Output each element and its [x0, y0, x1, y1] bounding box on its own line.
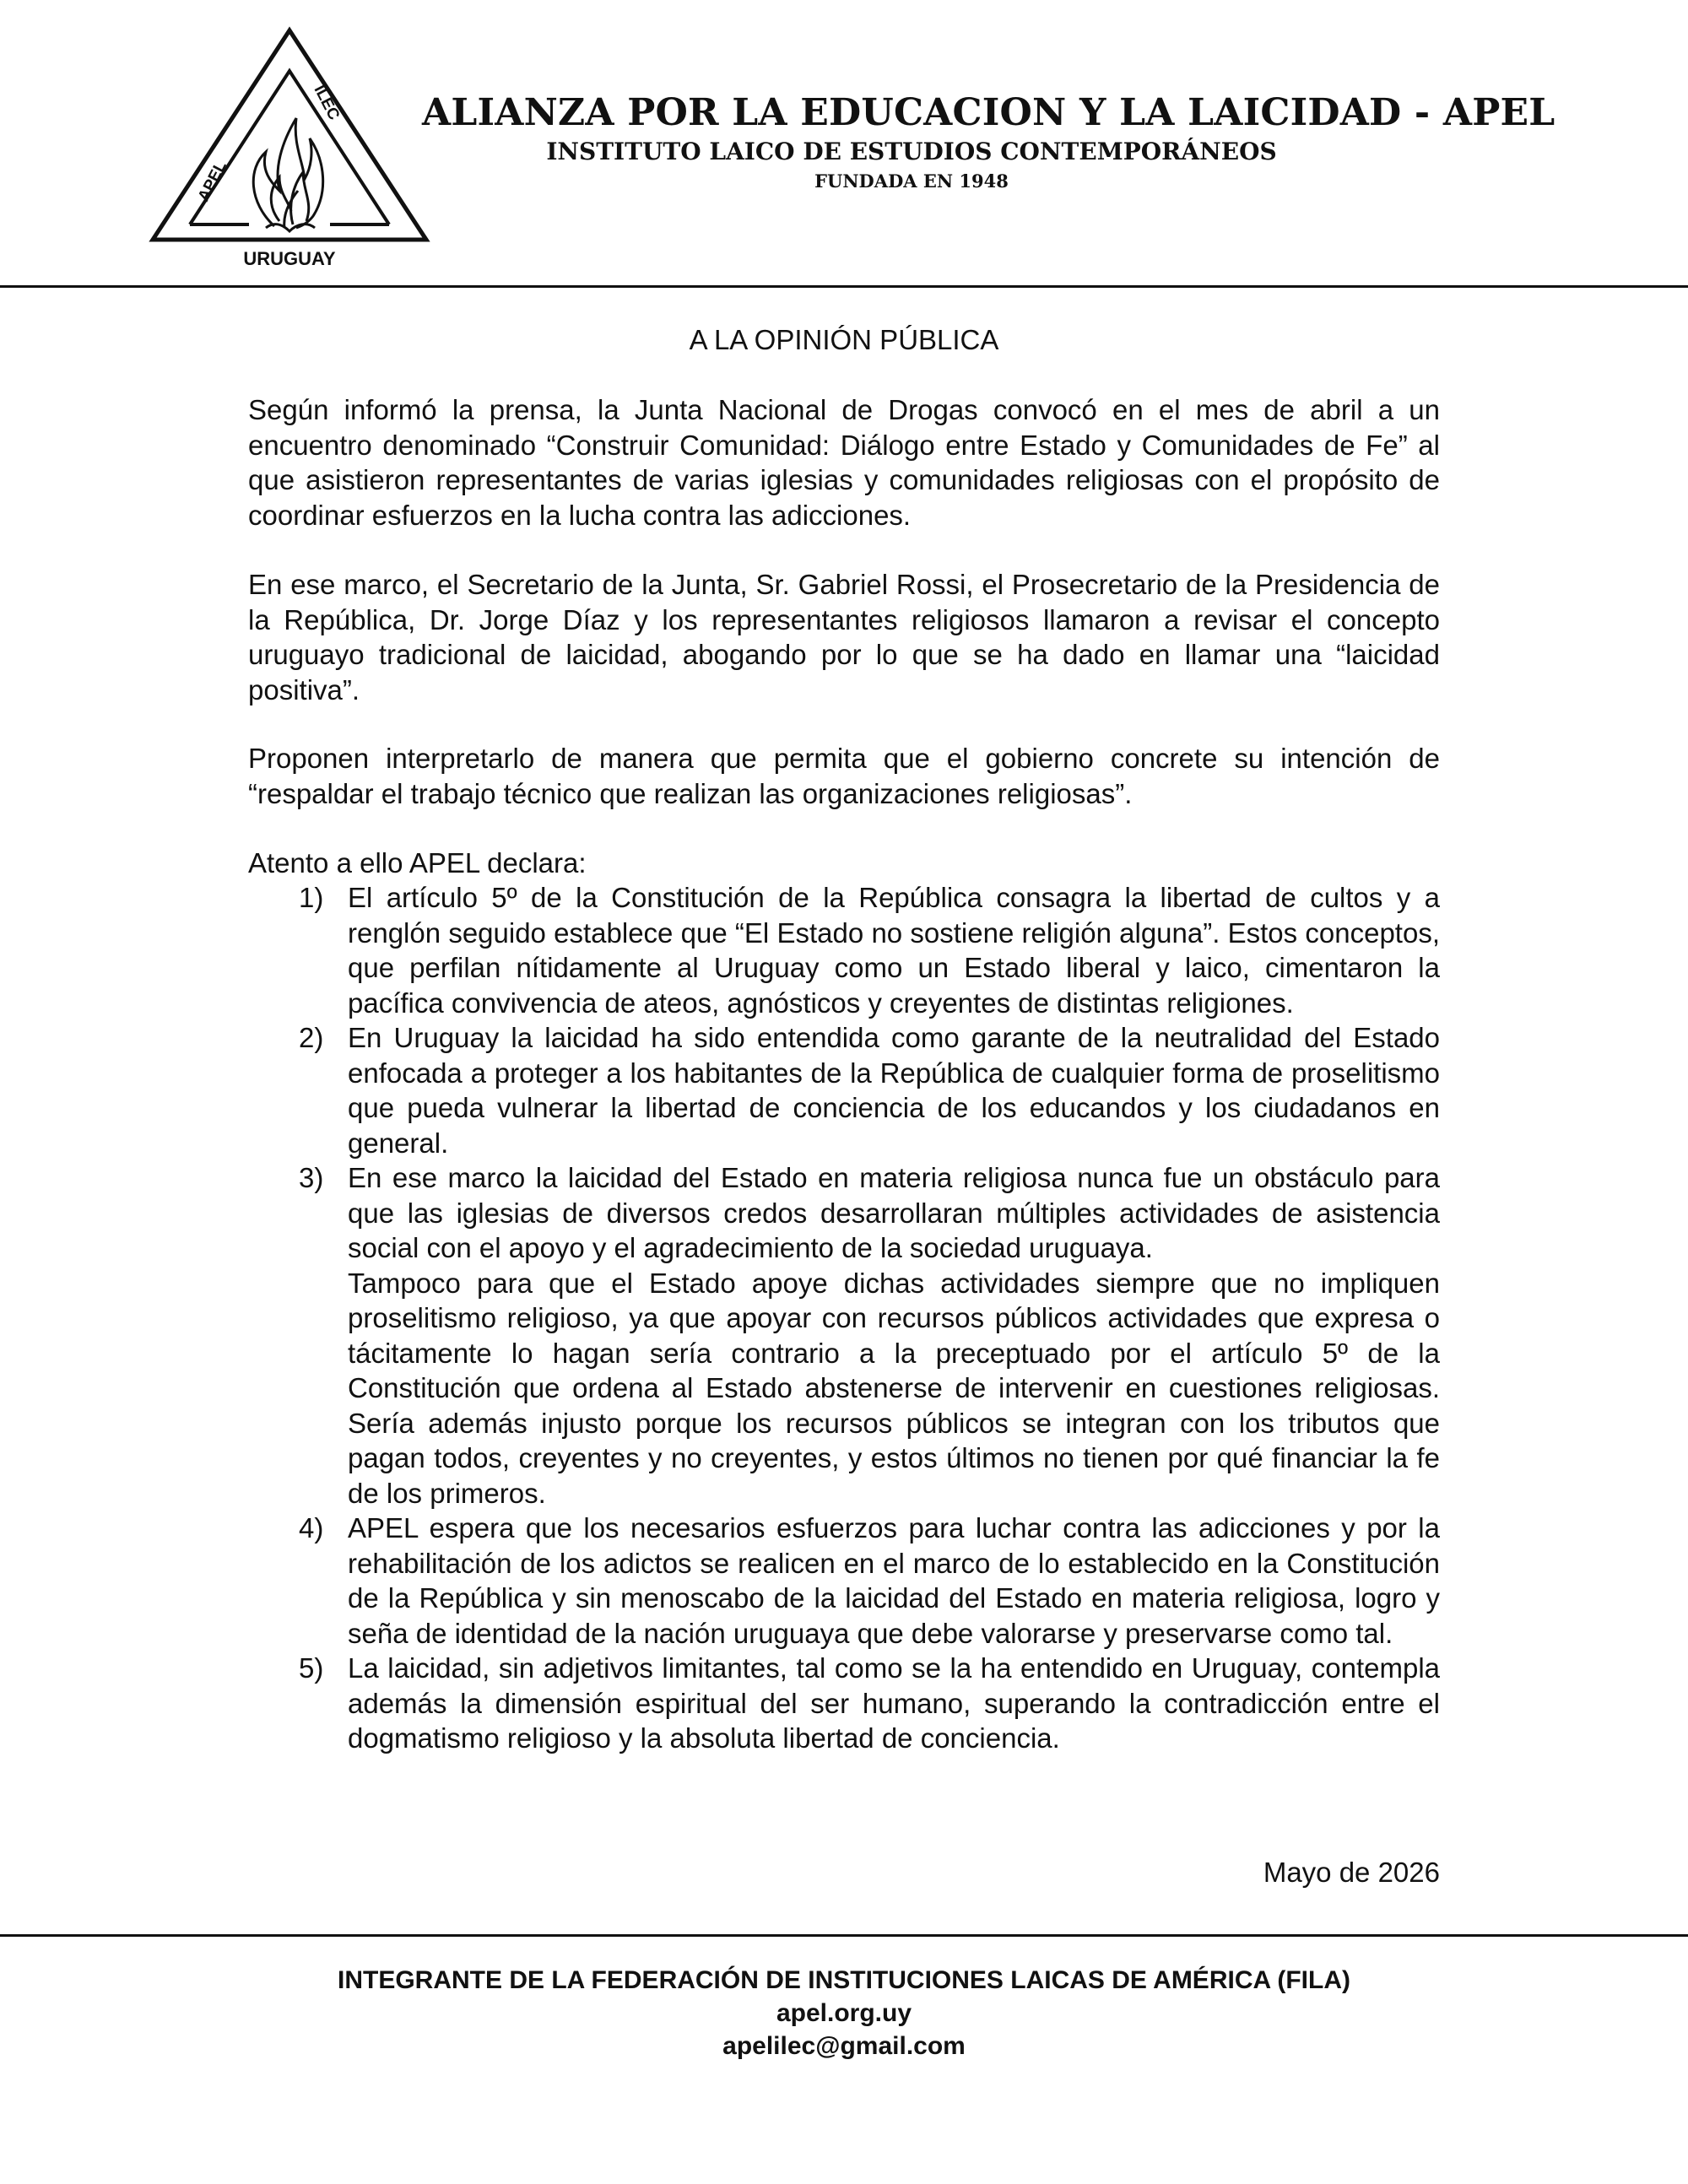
document-title: A LA OPINIÓN PÚBLICA [689, 324, 999, 355]
declaration-text: APEL espera que los necesarios esfuerzos para luchar contra las adicciones y por la rehabilitación de los adictos se realicen en el marco de lo establecido en la Constitución de la República y sin menoscabo de la laicidad del Estado en materia religiosa, logro y seña de identidad de la nación uruguaya que debe valorarse y preservarse como tal. [348, 1512, 1440, 1649]
declaration-item [248, 1511, 1440, 1651]
apel-logo [148, 25, 435, 278]
logo-right-label: ILEC [310, 82, 344, 123]
federation-membership: INTEGRANTE DE LA FEDERACIÓN DE INSTITUCIONES LAICAS DE AMÉRICA (FILA) [338, 1966, 1350, 1994]
declaration-text: En ese marco la laicidad del Estado en materia religiosa nunca fue un obstáculo para que las iglesias de diversos credos desarrollaran múltiples actividades de asistencia social con el apoyo y el agradecimiento de la sociedad uruguaya. [348, 1162, 1440, 1263]
declaration-text: En Uruguay la laicidad ha sido entendida como garante de la neutralidad del Estado enfocada a proteger a los habitantes de la República de cualquier forma de proselitismo que pueda vulnerar la libertad de conciencia de los educandos y los ciudadanos en general. [348, 1022, 1440, 1159]
email-link[interactable]: apelilec@gmail.com [722, 2032, 966, 2060]
paragraph-1: Según informó la prensa, la Junta Nacional de Drogas convocó en el mes de abril a un encuentro denominado “Construir Comunidad: Diálogo entre Estado y Comunidades de Fe” al que asistieron representantes de varias iglesias y comunidades religiosas con el propósito de coordinar esfuerzos en la lucha contra las adicciones. [248, 394, 1440, 531]
declaration-text: La laicidad, sin adjetivos limitantes, tal como se la ha entendido en Uruguay, contempla además la dimensión espiritual del ser humano, superando la contradicción entre el dogmatismo religioso y la absoluta libertad de conciencia. [348, 1652, 1440, 1754]
organization-subtitle: INSTITUTO LAICO DE ESTUDIOS CONTEMPORÁNEOS [546, 138, 1277, 165]
logo-left-label: APEL [194, 158, 230, 205]
declaration-item [248, 1160, 1440, 1511]
paragraph-4: Atento a ello APEL declara: [248, 847, 587, 878]
footer-divider [0, 1934, 1688, 1937]
document-date: Mayo de 2026 [1263, 1857, 1440, 1888]
declaration-item [248, 1020, 1440, 1160]
declaration-number: 1) [299, 882, 324, 913]
declaration-text-continued: Tampoco para que el Estado apoye dichas actividades siempre que no impliquen proselitismo religioso, ya que apoyar con recursos públicos actividades que expresa o tácitamente lo hagan sería contrario a la preceptuado por el artículo 5º de la Constitución que ordena al Estado abstenerse de intervenir en cuestiones religiosas. Sería además injusto porque los recursos públicos se integran con los tributos que pagan todos, creyentes y no creyentes, y estos últimos no tienen por qué financiar la fe de los primeros. [348, 1267, 1440, 1509]
declaration-text: El artículo 5º de la Constitución de la República consagra la libertad de cultos y a renglón seguido establece que “El Estado no sostiene religión alguna”. Estos conceptos, que perfilan nítidamente al Uruguay como un Estado liberal y laico, cimentaron la pacífica convivencia de ateos, agnósticos y creyentes de distintas religiones. [348, 882, 1440, 1019]
declaration-number: 4) [299, 1512, 324, 1543]
flame-icon [253, 118, 322, 231]
logo-bottom-label: URUGUAY [243, 248, 336, 269]
declaration-item [248, 880, 1440, 1020]
website-link[interactable]: apel.org.uy [776, 1999, 912, 2027]
declaration-number: 2) [299, 1022, 324, 1053]
declaration-item [248, 1651, 1440, 1756]
organization-name: ALIANZA POR LA EDUCACION Y LA LAICIDAD - APEL [422, 91, 1555, 134]
header-divider [0, 285, 1688, 288]
declarations-list [248, 880, 1440, 1756]
founded-date: FUNDADA EN 1948 [814, 170, 1009, 192]
declaration-number: 3) [299, 1162, 324, 1193]
paragraph-3: Proponen interpretarlo de manera que permita que el gobierno concrete su intención de “respaldar el trabajo técnico que realizan las organizaciones religiosas”. [248, 743, 1440, 809]
paragraph-2: En ese marco, el Secretario de la Junta, Sr. Gabriel Rossi, el Prosecretario de la Presidencia de la República, Dr. Jorge Díaz y los representantes religiosos llamaron a revisar el concepto uruguayo tradicional de laicidad, abogando por lo que se ha dado en llamar una “laicidad positiva”. [248, 569, 1440, 705]
declaration-number: 5) [299, 1652, 324, 1684]
